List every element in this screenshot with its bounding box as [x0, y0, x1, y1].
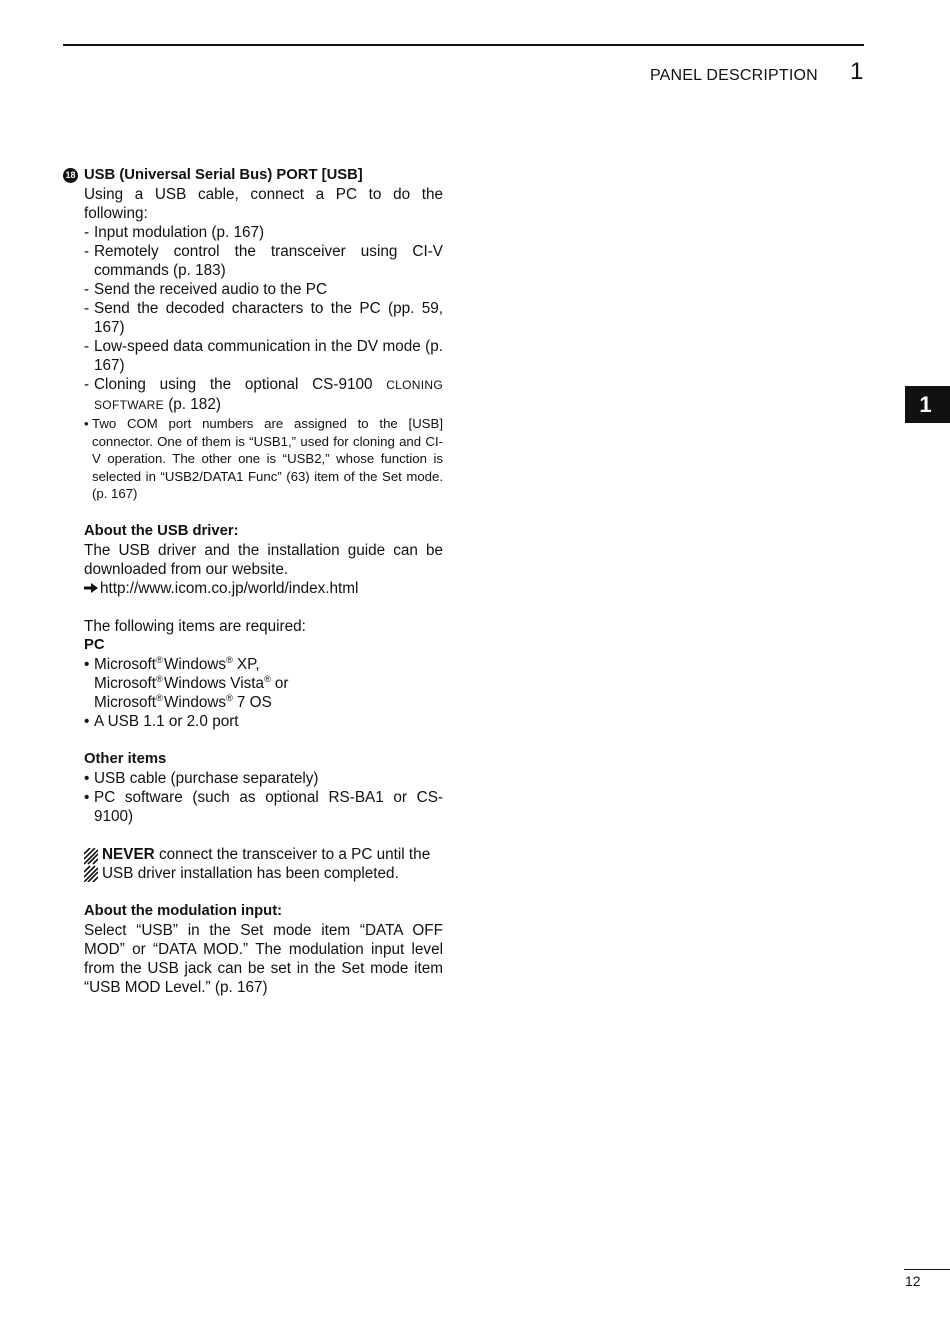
- running-header: PANEL DESCRIPTION: [650, 67, 818, 84]
- modulation-heading: About the modulation input:: [84, 902, 283, 919]
- list-item: [84, 375, 443, 415]
- requirements-intro: The following items are required:: [84, 617, 306, 635]
- list-item: - Input modulation (p. 167): [84, 223, 443, 242]
- os-version: XP,: [232, 655, 260, 673]
- registered-mark: ®: [264, 673, 271, 684]
- cloning-page-ref: (p. 182): [163, 396, 221, 413]
- list-item: - Send the decoded characters to the PC (pp. 59, 167): [84, 299, 443, 337]
- chapter-number: 1: [850, 58, 864, 85]
- os-conjunction: or: [270, 674, 289, 692]
- list-item: • PC software (such as optional RS-BA1 or CS-9100): [84, 788, 443, 826]
- warning-body: connect the transceiver to a PC until the USB driver installation has been completed.: [102, 845, 431, 882]
- other-items-list: [84, 769, 443, 826]
- os-name: Windows Vista: [163, 674, 265, 692]
- section-title: USB (Universal Serial Bus) PORT [USB]: [84, 167, 363, 183]
- driver-text: The USB driver and the installation guide can be downloaded from our website.: [84, 541, 443, 578]
- os-name: Microsoft: [94, 693, 157, 711]
- registered-mark: ®: [156, 654, 163, 665]
- registered-mark: ®: [156, 673, 163, 684]
- port-requirement: • A USB 1.1 or 2.0 port: [84, 712, 443, 731]
- note-list: [84, 415, 443, 503]
- os-version: 7 OS: [232, 693, 272, 711]
- cloning-text: Cloning using the optional CS-9100: [94, 376, 387, 393]
- warning-box: [84, 845, 443, 883]
- driver-url[interactable]: http://www.icom.co.jp/world/index.html: [100, 579, 359, 597]
- circled-number-icon: 18: [63, 168, 78, 183]
- arrow-right-icon: [84, 579, 100, 598]
- section-intro: Using a USB cable, connect a PC to do the following:: [84, 186, 443, 222]
- modulation-text: Select “USB” in the Set mode item “DATA OFF MOD” or “DATA MOD.” The modulation input level from the USB jack can be set in the Set mode item “USB MOD Level.” (p. 167): [84, 921, 443, 996]
- list-item: - Low-speed data communication in the DV mode (p. 167): [84, 337, 443, 375]
- com-port-note: • Two COM port numbers are assigned to the [USB] connector. One of them is “USB1,” used for cloning and CI-V operation. The other one is “USB2,” whose function is selected in “USB2/DATA1 Func” (63) item of the Set mode. (p. 167): [84, 415, 443, 503]
- header-rule: [63, 44, 864, 46]
- pc-requirements-list: [84, 655, 443, 731]
- page-number: 12: [905, 1273, 921, 1289]
- list-item: - Send the received audio to the PC: [84, 280, 443, 299]
- chapter-tab-label: 1: [919, 391, 932, 417]
- warning-hatch-icon: [84, 848, 98, 882]
- os-name: Microsoft: [94, 674, 157, 692]
- os-name: Windows: [163, 655, 227, 673]
- registered-mark: ®: [226, 692, 233, 703]
- registered-mark: ®: [156, 692, 163, 703]
- usage-list: [84, 223, 443, 415]
- footer-rule: [904, 1269, 950, 1270]
- list-item: • USB cable (purchase separately): [84, 769, 443, 788]
- cloning-software-name: CLONING SOFTWARE: [94, 378, 443, 412]
- warning-text: [102, 845, 443, 883]
- registered-mark: ®: [226, 654, 233, 665]
- os-requirement: [84, 655, 443, 712]
- pc-heading: PC: [84, 636, 105, 653]
- driver-heading: About the USB driver:: [84, 522, 239, 539]
- main-content: [65, 166, 443, 997]
- os-name: Microsoft: [94, 655, 157, 673]
- warning-emphasis: NEVER: [102, 845, 155, 863]
- chapter-tab: [905, 386, 950, 423]
- section-heading: [65, 166, 443, 185]
- os-name: Windows: [163, 693, 227, 711]
- other-items-heading: Other items: [84, 750, 167, 767]
- list-item: - Remotely control the transceiver using CI-V commands (p. 183): [84, 242, 443, 280]
- driver-link-line: [84, 579, 443, 598]
